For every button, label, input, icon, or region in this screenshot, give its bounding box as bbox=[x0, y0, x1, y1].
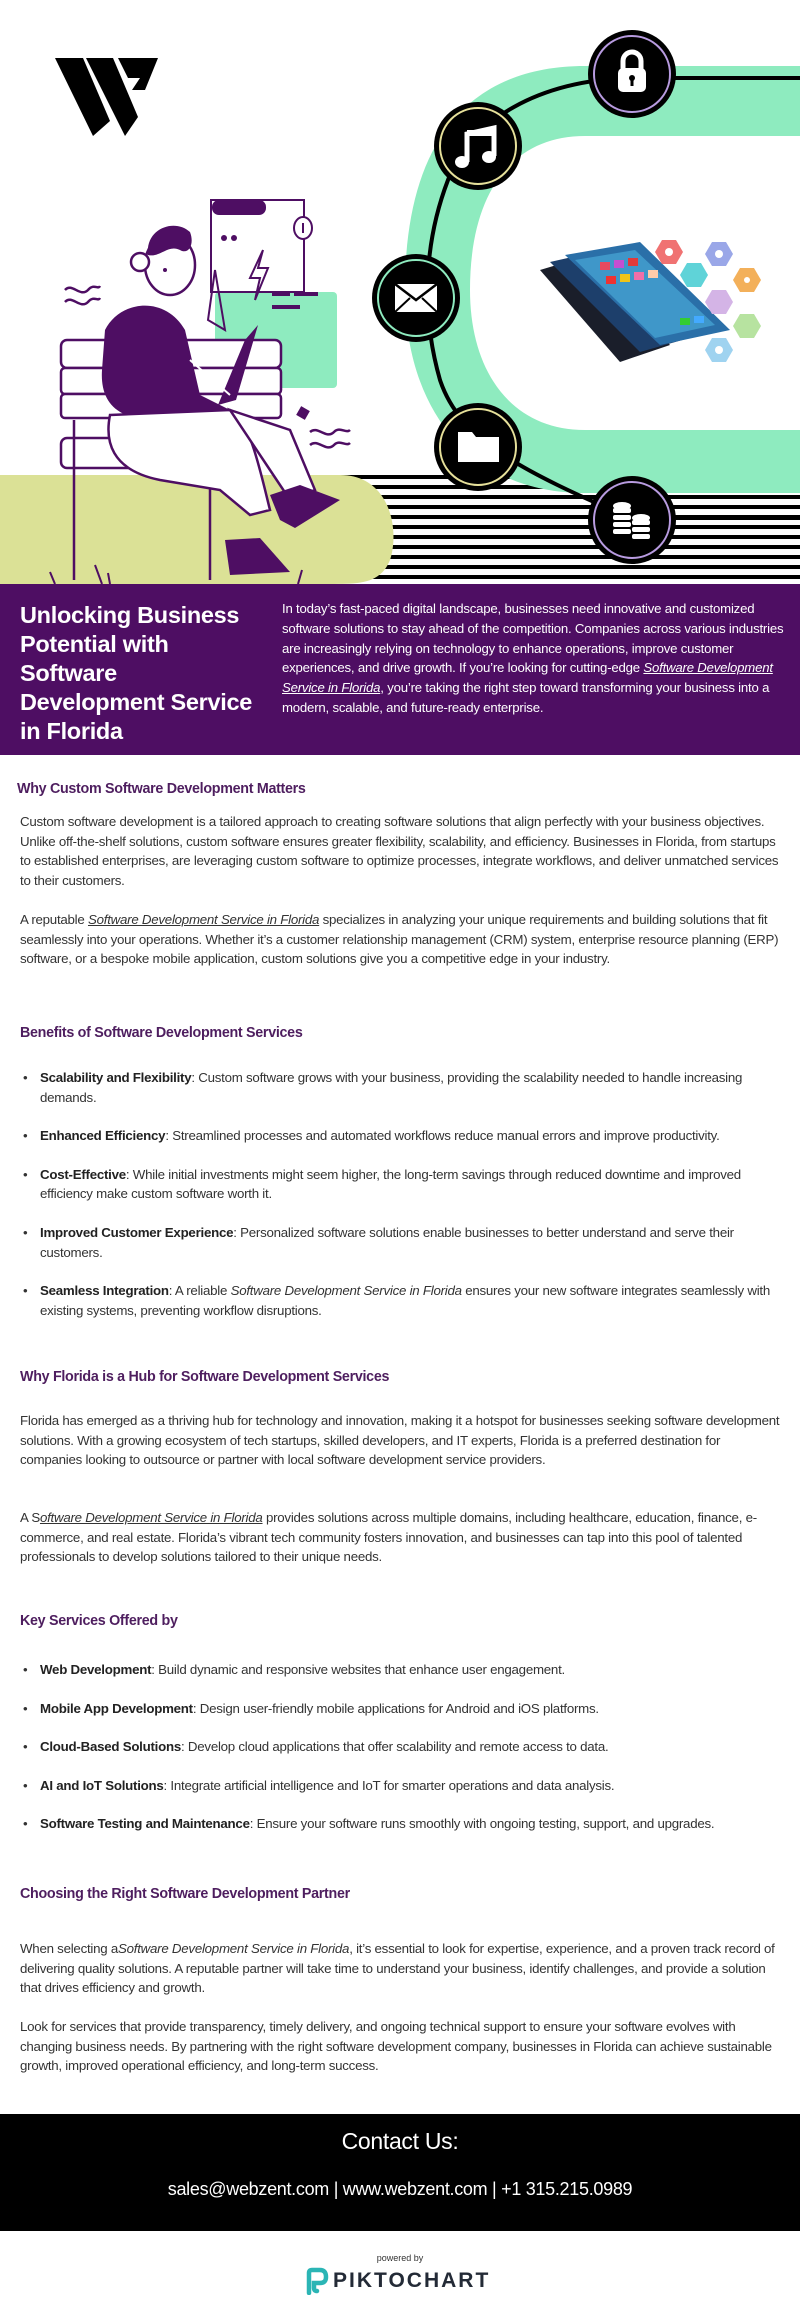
list-item bbox=[20, 1165, 780, 1204]
item-text: : Personalized software solutions enable businesses to better understand and serve their customers. bbox=[40, 1224, 734, 1260]
item-term: Improved Customer Experience bbox=[40, 1224, 234, 1240]
list-item bbox=[20, 1068, 780, 1107]
webzent-logo-icon bbox=[55, 58, 158, 136]
contact-title: Contact Us: bbox=[341, 2128, 459, 2154]
item-term: Mobile App Development bbox=[40, 1700, 193, 1716]
text: provides solutions across multiple domains, including healthcare, education, finance, e-commerce, and real estate. Florida’s vibrant tech community fosters innovation, and businesses can tap into this pool of talented professionals to develop solutions tailored to their unique needs. bbox=[20, 1510, 757, 1565]
text: When selecting a bbox=[20, 1941, 118, 1956]
choosing-paragraph-1 bbox=[20, 1939, 780, 1998]
item-text: ensures your new software integrates seamlessly with existing systems, preventing workflow disruptions. bbox=[40, 1283, 770, 1318]
folder-icon bbox=[434, 403, 522, 491]
item-text: : A reliable bbox=[168, 1283, 231, 1299]
why-custom-paragraph-2 bbox=[20, 910, 780, 969]
text: A S bbox=[20, 1510, 40, 1525]
choosing-paragraph-2: Look for services that provide transparency, timely delivery, and ongoing technical support to ensure your software evolves with changing business needs. By partnering with the right software development company, businesses in Florida can achieve sustainable growth, improved operational efficiency, and long-term success. bbox=[20, 2019, 772, 2074]
page-title: Unlocking Business Potential with Software Development Service in Florida bbox=[20, 602, 253, 744]
intro-banner bbox=[0, 584, 800, 755]
text: , it’s essential to look for expertise, experience, and a proven track record of delivering quality solutions. A reputable partner will take time to understand your business, identify challenges, and provide a solution that drives efficiency and growth. bbox=[20, 1941, 775, 1996]
heading-why-custom: Why Custom Software Development Matters bbox=[17, 781, 306, 797]
list-item bbox=[20, 1126, 780, 1146]
item-term: Seamless Integration bbox=[40, 1283, 169, 1299]
item-term: Cloud-Based Solutions bbox=[40, 1739, 182, 1755]
list-item bbox=[20, 1699, 780, 1719]
benefits-list bbox=[20, 1068, 780, 1320]
list-item bbox=[20, 1737, 780, 1757]
why-florida-paragraph-1: Florida has emerged as a thriving hub for technology and innovation, making it a hotspot for businesses seeking software development solutions. With a growing ecosystem of tech startups, skilled developers, and IT experts, Florida is a preferred destination for companies looking to outsource or partner with local software development service providers. bbox=[20, 1413, 780, 1468]
heading-choosing-partner: Choosing the Right Software Development Partner bbox=[20, 1886, 350, 1902]
item-text: : Integrate artificial intelligence and IoT for smarter operations and data analysis. bbox=[163, 1777, 615, 1793]
item-term: Web Development bbox=[40, 1662, 152, 1677]
florida-service-link[interactable]: oftware Development Service in Florida bbox=[39, 1510, 263, 1525]
heading-key-services: Key Services Offered by bbox=[20, 1613, 178, 1629]
item-term: Cost-Effective bbox=[40, 1166, 126, 1182]
item-text: : While initial investments might seem higher, the long-term savings through reduced downtime and improved efficiency make custom software worth it. bbox=[40, 1166, 741, 1202]
item-text: : Custom software grows with your business, providing the scalability needed to handle increasing demands. bbox=[40, 1070, 743, 1105]
small-diamond bbox=[296, 406, 310, 420]
item-term: Enhanced Efficiency bbox=[40, 1128, 166, 1144]
list-item bbox=[20, 1223, 780, 1262]
list-item bbox=[20, 1281, 780, 1320]
footer bbox=[0, 2231, 800, 2311]
text: specializes in analyzing your unique requirements and building solutions that fit seamlessly into your operations. Whether it’s a customer relationship management (CRM) system, enterprise resource planning (ERP) software, or a bespoke mobile application, custom solutions give you a competitive edge in your industry. bbox=[20, 912, 779, 967]
item-text: : Design user-friendly mobile applications for Android and iOS platforms. bbox=[192, 1700, 599, 1716]
contact-details[interactable]: sales@webzent.com | www.webzent.com | +1 315.215.0989 bbox=[167, 2179, 633, 2199]
item-text: : Develop cloud applications that offer scalability and remote access to data. bbox=[181, 1739, 609, 1755]
piktochart-logo[interactable] bbox=[305, 2267, 505, 2297]
hero-graphic bbox=[0, 0, 800, 584]
envelope-icon bbox=[372, 254, 460, 342]
why-florida-paragraph-2 bbox=[20, 1508, 780, 1567]
intro-paragraph bbox=[282, 599, 787, 718]
piktochart-wordmark: PIKTOCHART bbox=[333, 2269, 491, 2292]
music-note-icon bbox=[434, 102, 522, 190]
heading-benefits: Benefits of Software Development Services bbox=[20, 1025, 303, 1041]
key-services-list bbox=[20, 1660, 780, 1834]
list-item bbox=[20, 1814, 780, 1834]
florida-service-link[interactable]: Software Development Service in Florida bbox=[282, 660, 773, 696]
item-text: : Build dynamic and responsive websites that enhance user engagement. bbox=[151, 1662, 565, 1677]
why-custom-paragraph-1: Custom software development is a tailored approach to creating software solutions that align perfectly with your business objectives. Unlike off-the-shelf solutions, custom software ensures greater flexibility, scalability, and efficiency. Businesses in Florida, from startups to established enterprises, are leveraging custom software to optimize processes, integrate workflows, and deliver unmatched services to their customers. bbox=[20, 814, 779, 888]
item-term: Software Testing and Maintenance bbox=[40, 1816, 250, 1832]
coins-stack-icon bbox=[588, 476, 676, 564]
intro-text-end: , you’re taking the right step toward transforming your business into a modern, scalable, and future-ready enterprise. bbox=[282, 680, 770, 715]
italic-service-name: Software Development Service in Florida bbox=[118, 1941, 350, 1956]
text: A reputable bbox=[20, 912, 88, 927]
list-item bbox=[20, 1776, 780, 1796]
item-text: : Ensure your software runs smoothly with ongoing testing, support, and upgrades. bbox=[249, 1816, 715, 1832]
item-italic: Software Development Service in Florida bbox=[230, 1283, 462, 1299]
lime-ground-shape bbox=[0, 475, 393, 584]
mobile-app-devices-image bbox=[540, 240, 761, 362]
powered-by-label: powered by bbox=[376, 2253, 424, 2263]
piktochart-icon bbox=[305, 2267, 329, 2295]
florida-service-link[interactable]: Software Development Service in Florida bbox=[87, 912, 320, 927]
item-text: : Streamlined processes and automated workflows reduce manual errors and improve productivity. bbox=[165, 1128, 720, 1144]
intro-text-start: In today’s fast-paced digital landscape, businesses need innovative and customized software solutions to stay ahead of the competition. Companies across various industries are increasingly relying on technology to enhance operations, improve customer experiences, and drive growth. If you’re looking for cutting-edge bbox=[282, 601, 784, 676]
lock-icon bbox=[588, 30, 676, 118]
contact-section bbox=[0, 2114, 800, 2231]
hero-illustration bbox=[0, 0, 800, 584]
heading-why-florida: Why Florida is a Hub for Software Development Services bbox=[20, 1369, 390, 1385]
item-term: Scalability and Flexibility bbox=[40, 1070, 192, 1085]
item-term: AI and IoT Solutions bbox=[40, 1777, 164, 1793]
list-item bbox=[20, 1660, 780, 1680]
